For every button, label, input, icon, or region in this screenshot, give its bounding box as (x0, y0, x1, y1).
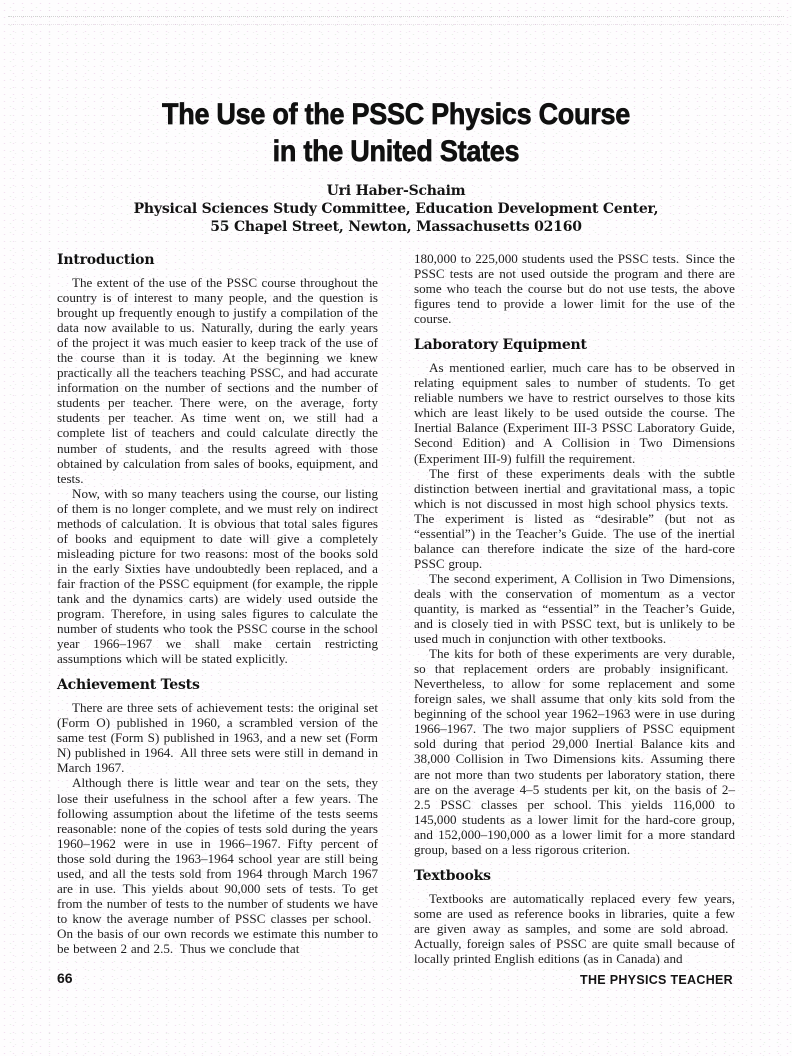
paragraph-lab-3: The second experiment, A Collision in Two Dimensions, deals with the conservation of momentum as a vector quantity, is marked as “essential” in the Teacher’s Guide, and is closely tied in with PSSC text, but is unlikely to be used much in conjunction with other textbooks. (414, 570, 735, 647)
section-heading-laboratory-equipment: Laboratory Equipment (414, 337, 587, 354)
paragraph-lab-2: The first of these experiments deals with the subtle distinction between inertial and gravitational mass, a topic which is not discussed in most high school physics texts. The experiment is listed as “desirable” (but not as “essential”) in the Teacher’s Guide. The use of the inertial balance can therefore indicate the size of the hard-core PSSC group. (414, 465, 735, 571)
section-heading-achievement-tests: Achievement Tests (57, 677, 200, 694)
section-heading-textbooks: Textbooks (414, 867, 491, 884)
author-name: Uri Haber-Schaim (326, 183, 466, 199)
right-column (414, 251, 735, 966)
paragraph-achievement-continuation: 180,000 to 225,000 students used the PSSC tests. Since the PSSC tests are not used outside the program and there are some who teach the course but do not use tests, the above figures tend to provide a lower limit for the use of the course. (414, 251, 735, 327)
article-title-line2: in the United States (272, 135, 520, 168)
article-title (0, 96, 792, 170)
section-heading-introduction: Introduction (57, 252, 155, 268)
page-number: 66 (57, 970, 73, 986)
affiliation-line2: 55 Chapel Street, Newton, Massachusetts 02160 (210, 219, 582, 235)
paragraph-intro-2: Now, with so many teachers using the course, our listing of them is no longer complete, and we must rely on indirect methods of calculation. It is obvious that total sales figures of books and equipment to date will give a completely misleading picture for two reasons: most of the books sold in the early Sixties have undoubtedly been replaced, and a fair fraction of the PSSC equipment (for example, the ripple tank and the dynamics carts) are widely used outside the program. Therefore, in using sales figures to calculate the number of students who took the PSSC course in the school year 1966–1967 we shall make certain restricting assumptions which will be stated explicitly. (57, 485, 378, 667)
paragraph-lab-4: The kits for both of these experiments are very durable, so that replacement orders are probably insignificant. Nevertheless, to allow for some replacement and some foreign sales, we shall assume that only kits sold from the beginning of the school year 1962–1963 were in use during 1966–1967. The two major suppliers of PSSC equipment sold during that period 29,000 Inertial Balance kits and 38,000 Collision in Two Dimensions kits. Assuming there are not more than two students per laboratory station, there are on the average 4–5 students per kit, on the basis of 2–2.5 PSSC classes per school. This yields 116,000 to 145,000 students as a lower limit for the hard-core group, and 152,000–190,000 as a lower limit for a more standard group, based on a less rigorous criterion. (414, 646, 735, 857)
paragraph-textbooks-1: Textbooks are automatically replaced every few years, some are used as reference books in libraries, quite a few are given away as samples, and some are sold abroad. Actually, foreign sales of PSSC are quite small because of locally printed English editions (as in Canada) and (414, 890, 735, 966)
paragraph-intro-1: The extent of the use of the PSSC course throughout the country is of interest to many people, and the question is brought up frequently enough to justify a compilation of the data now available to us. Naturally, during the early years of the project it was much easier to keep track of the use of the course than it is today. At the beginning we knew practically all the teachers teaching PSSC, and had accurate information on the number of sections and the number of students per teacher. There were, on the average, forty students per teacher. As time went on, we still had a complete list of teachers and could calculate directly the number of students, and the results agreed with those obtained by calculation from sales of books, equipment, and tests. (57, 275, 378, 486)
article-title-line1: The Use of the PSSC Physics Course (162, 98, 630, 131)
scan-artifact-line (8, 16, 784, 17)
paragraph-achievement-1: There are three sets of achievement tests: the original set (Form O) published in 1960, a scrambled version of the same test (Form S) published in 1963, and a new set (Form N) published in 1964. All three sets were still in demand in March 1967. (57, 700, 378, 776)
scan-artifact-line (8, 24, 784, 25)
journal-name: THE PHYSICS TEACHER (580, 973, 733, 987)
affiliation-line1: Physical Sciences Study Committee, Education Development Center, (133, 201, 659, 217)
byline-block (0, 182, 792, 236)
paragraph-lab-1: As mentioned earlier, much care has to be observed in relating equipment sales to number of students. To get reliable numbers we have to restrict ourselves to those kits which are least likely to be used outside the course. The Inertial Balance (Experiment III-3 PSSC Laboratory Guide, Second Edition) and A Collision in Two Dimensions (Experiment III-9) fulfill the requirement. (414, 360, 735, 466)
paragraph-achievement-2: Although there is little wear and tear on the sets, they lose their usefulness in the school after a few years. The following assumption about the lifetime of the tests seems reasonable: none of the copies of tests sold during the years 1960–1962 were in use in 1966–1967. Fifty percent of those sold during the 1963–1964 school year are still being used, and all the tests sold from 1964 through March 1967 are in use. This yields about 90,000 sets of tests. To get from the number of tests to the number of students we have to know the average number of PSSC classes per school. On the basis of our own records we estimate this number to be between 2 and 2.5. Thus we conclude that (57, 775, 378, 956)
left-column (57, 251, 378, 956)
